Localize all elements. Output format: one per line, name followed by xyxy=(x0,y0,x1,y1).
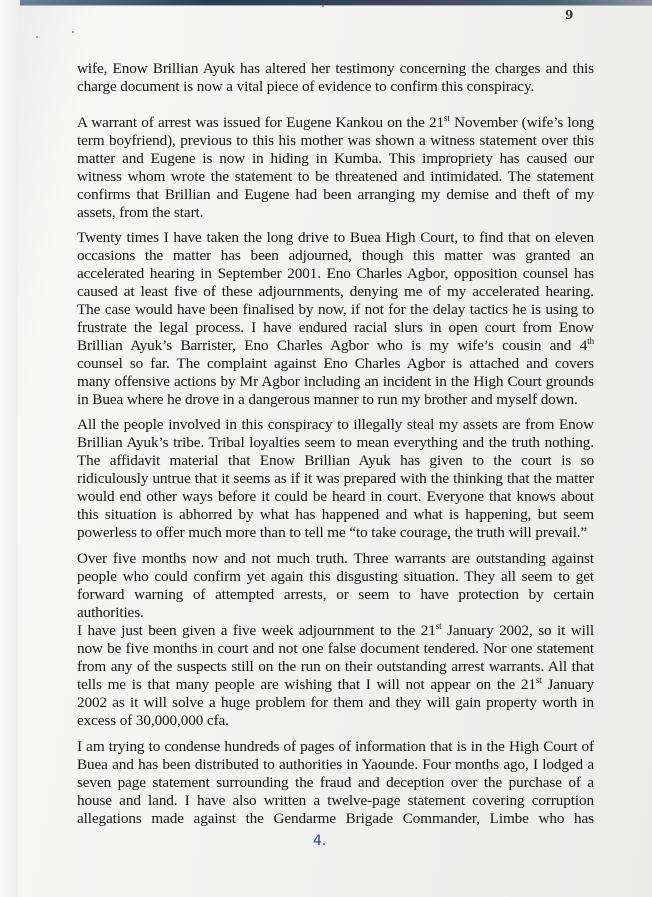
handwritten-corner-mark: 9 xyxy=(565,8,574,22)
ordinal-suffix: st xyxy=(535,675,542,685)
text-line: 2002 as it will solve a huge problem for them and they will gain property worth in xyxy=(77,694,594,711)
ordinal-suffix: st xyxy=(444,113,450,123)
text-line: in Buea where he drove in a dangerous manner to run my brother and myself down. xyxy=(77,391,578,408)
text-line: witness whom wrote the statement to be threatened and intimidated. The statement xyxy=(77,168,594,185)
text-line: would end other ways before it could be heard in court. Everyone that knows about xyxy=(77,488,594,505)
text-line: assets, from the start. xyxy=(77,204,204,221)
text-line: many offensive actions by Mr Agbor including an incident in the High Court grounds xyxy=(77,373,594,390)
text-line: frustrate the legal process. I have endured racial slurs in open court from Enow xyxy=(77,319,594,336)
text-line: occasions the matter has been adjourned, though this matter was granted an xyxy=(77,247,594,264)
text-line: Buea and has been distributed to authorities in Yaounde. Four months ago, I lodged a xyxy=(77,756,594,773)
scan-top-edge xyxy=(20,0,652,6)
text-line: accelerated hearing in September 2001. Eno Charles Agbor, opposition counsel has xyxy=(77,265,594,282)
text-line: Brillian Ayuk’s tribe. Tribal loyalties seem to mean everything and the truth nothing. xyxy=(77,434,594,451)
text-line: The affidavit material that Enow Brillian Ayuk has given to the court is so xyxy=(77,452,594,469)
text-line: people who could confirm yet again this disgusting situation. They all seem to get xyxy=(77,568,594,585)
text-line: term boyfriend), previous to this his mother was shown a witness statement over this xyxy=(77,132,594,149)
text-line: allegations made against the Gendarme Brigade Commander, Limbe who has xyxy=(77,810,594,827)
text-line: confirms that Brillian and Eugene had been arranging my demise and theft of my xyxy=(77,186,594,203)
text-line: ridiculously untrue that it seems as if it was prepared with the thinking that the matter xyxy=(77,470,594,487)
text-line: now be five months in court and not one false document tendered. Nor one statement xyxy=(77,640,594,657)
text-line: Over five months now and not much truth. Three warrants are outstanding against xyxy=(77,550,594,567)
text-line: wife, Enow Brillian Ayuk has altered her testimony concerning the charges and this xyxy=(77,60,594,77)
text-line: from any of the suspects still on the run on their outstanding arrest warrants. All that xyxy=(77,658,594,675)
text-line: powerless to offer much more than to tell me “to take courage, the truth will prevail.” xyxy=(77,524,588,541)
text-line: house and land. I have also written a twelve-page statement covering corruption xyxy=(77,792,594,809)
text-line: authorities. xyxy=(77,604,144,621)
text-line: caused at least five of these adjournments, denying me of my accelerated hearing. xyxy=(77,283,594,300)
handwritten-page-number: 4. xyxy=(313,833,327,849)
text-line: I have just been given a five week adjournment to the 21st January 2002, so it will xyxy=(77,621,594,639)
ordinal-suffix: st xyxy=(435,621,442,631)
ordinal-suffix: th xyxy=(587,336,594,346)
scan-speck xyxy=(72,31,74,33)
scan-speck xyxy=(322,5,324,7)
text-line: counsel so far. The complaint against Eno Charles Agbor is attached and covers xyxy=(77,355,594,372)
text-line: The case would have been finalised by now, if not for the delay tactics he is using to xyxy=(77,301,594,318)
scan-left-edge xyxy=(0,0,18,897)
text-line: tells me is that many people are wishing that I will not appear on the 21st January xyxy=(77,675,595,693)
text-line: A warrant of arrest was issued for Eugene Kankou on the 21st November (wife’s long xyxy=(77,113,595,131)
text-line: this situation is abhorred by what has happened and what is happening, but seem xyxy=(77,506,594,523)
text-line: Brillian Ayuk’s Barrister, Eno Charles Agbor who is my wife’s cousin and 4th xyxy=(77,336,594,354)
text-line: matter and Eugene is now in hiding in Kumba. This impropriety has caused our xyxy=(77,150,594,167)
text-line: All the people involved in this conspiracy to illegally steal my assets are from Enow xyxy=(77,416,594,433)
text-line: Twenty times I have taken the long drive to Buea High Court, to find that on eleven xyxy=(77,229,594,246)
scan-speck xyxy=(36,36,38,38)
text-line: I am trying to condense hundreds of pages of information that is in the High Court of xyxy=(77,738,594,755)
text-line: charge document is now a vital piece of evidence to confirm this conspiracy. xyxy=(77,78,535,95)
text-line: excess of 30,000,000 cfa. xyxy=(77,712,229,729)
text-line: seven page statement surrounding the fraud and deception over the purchase of a xyxy=(77,774,594,791)
text-line: forward warning of attempted arrests, or seem to have protection by certain xyxy=(77,586,594,603)
